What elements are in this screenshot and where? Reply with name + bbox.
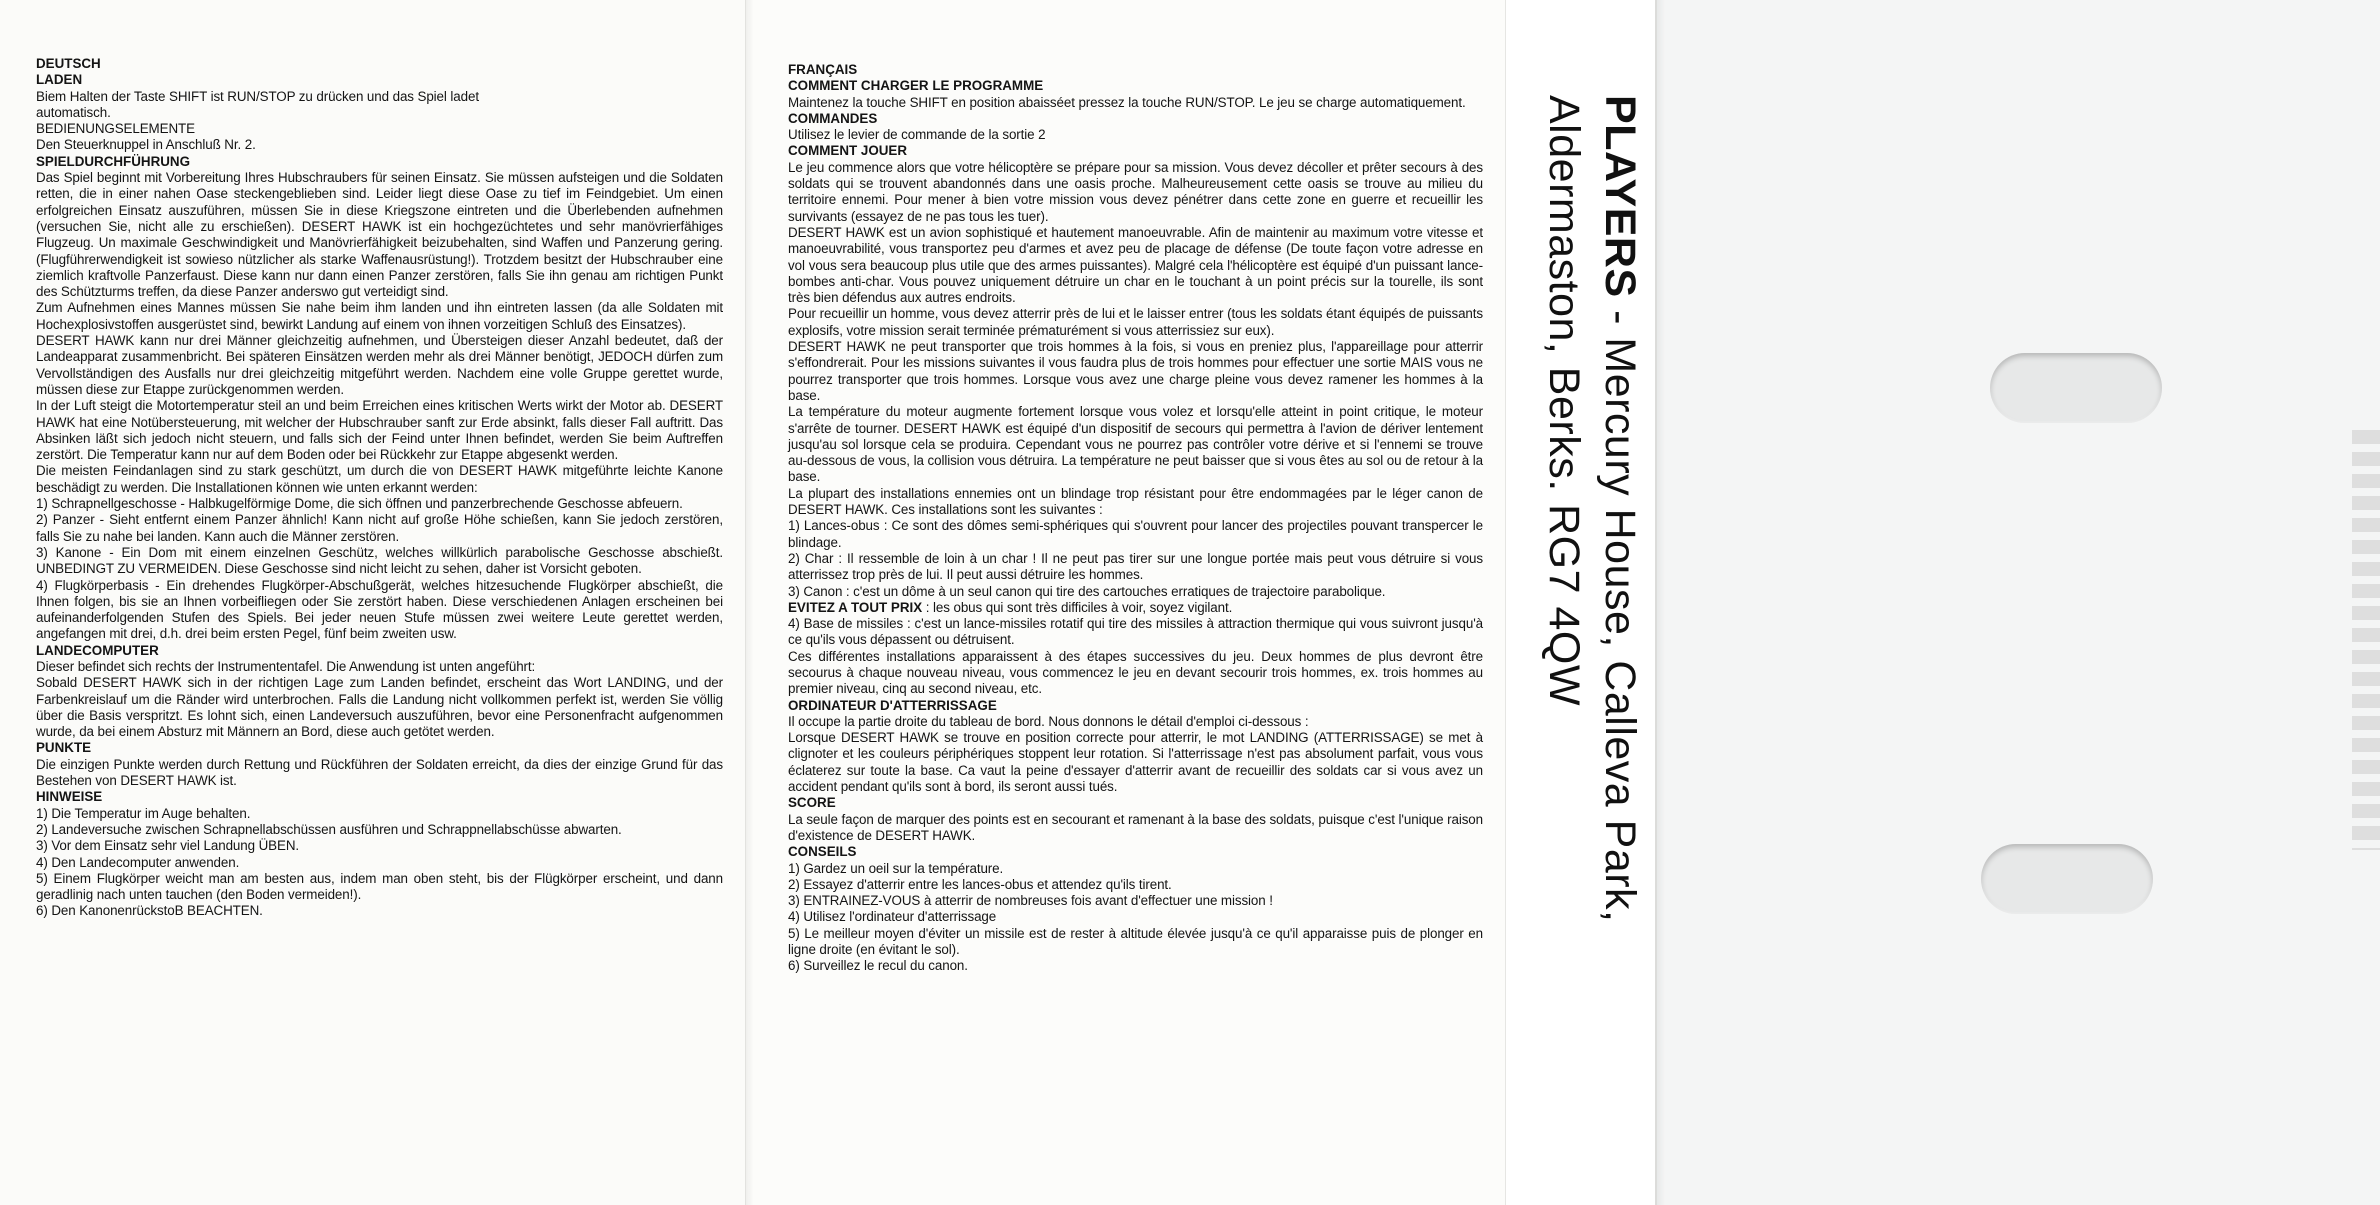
french-installation-item: 4) Base de missiles : c'est un lance-missiles rotatif qui tire des missiles à attraction thermique qui vous suivront jusqu'à ce qu'ils vous dépassent ou détruisent. <box>788 616 1483 648</box>
french-tip-item: 5) Le meilleur moyen d'éviter un missile est de rester à altitude élevée jusqu'à ce qu'il apparaisse puis de plonger en ligne droite (en évitant le sol). <box>788 925 1483 958</box>
german-hints-heading: HINWEISE <box>36 789 103 805</box>
german-points-heading: PUNKTE <box>36 740 92 756</box>
inlay-flap <box>1655 0 2380 1205</box>
french-landing-paragraph: Il occupe la partie droite du tableau de bord. Nous donnons le détail d'emploi ci-dessous : <box>788 713 1309 729</box>
french-play-heading: COMMENT JOUER <box>788 143 908 159</box>
german-points-text: Die einzigen Punkte werden durch Rettung und Rückführen der Soldaten erreicht, da dies der einzige Grund für das Bestehen von DESERT HAWK ist. <box>36 756 723 789</box>
french-controls-text: Utilisez le levier de commande de la sortie 2 <box>788 127 1046 143</box>
french-tip-item: 6) Surveillez le recul du canon. <box>788 958 968 974</box>
publisher-line-1 <box>1592 95 1648 923</box>
german-landing-paragraph: Dieser befindet sich rechts der Instrumententafel. Die Anwendung ist unten angeführt: <box>36 658 536 674</box>
french-play-paragraph: Le jeu commence alors que votre hélicoptère se prépare pour sa mission. Vous devez décoller et prêter secours à des soldats qui se trouvent abandonnés dans une oasis proche. Malheureusement cette oasis se trouve au milieu du territoire ennemi. Pour mener à bien votre mission vous devez pénétrer dans cette zone en guerre et recueillir les survivants (essayez de ne pas tous les tuer). <box>788 159 1483 224</box>
french-play-paragraph: La plupart des installations ennemies ont un blindage trop résistant pour être endommagées par le léger canon de DESERT HAWK. Ces installations sont les suivantes : <box>788 485 1483 518</box>
german-landing-heading: LANDECOMPUTER <box>36 642 159 658</box>
french-text-column <box>788 62 1483 975</box>
french-score-text: La seule façon de marquer des points est en secourant et ramenant à la base des soldats, puisque c'est l'unique raison d'existence de DESERT HAWK. <box>788 811 1483 843</box>
german-controls-heading: BEDIENUNGSELEMENTE <box>36 121 195 137</box>
german-installation-item: 1) Schrapnellgeschosse - Halbkugelförmige Dome, die sich öffnen und panzerbrechende Geschosse abfeuern. <box>36 496 683 512</box>
french-installation-item: 3) Canon : c'est un dôme à un seul canon qui tire des cartouches erratiques de trajectoire parabolique. <box>788 583 1386 599</box>
french-landing-heading: ORDINATEUR D'ATTERRISSAGE <box>788 697 997 713</box>
german-installation-item: 3) Kanone - Ein Dom mit einem einzelnen Geschütz, welches willkürlich parabolische Geschosse abschießt. UNBEDINGT ZU VERMEIDEN. Diese Geschosse sind nicht leicht zu sehen, daher ist Vorsicht geboten. <box>36 544 723 577</box>
french-tip-item: 1) Gardez un oeil sur la température. <box>788 860 1004 876</box>
french-landing-paragraph: Lorsque DESERT HAWK se trouve en position correcte pour atterrir, le mot LANDING (ATTERRISSAGE) se met à clignoter et les couleurs périphériques stoppent leur rotation. Si l'atterrissage n'est pas absolument parfait, vous vous éclaterez sur toute la base. Ca vaut la peine d'essayer d'atterrir avant de recueillir des soldats car si vous avez un accident pendant qu'ils sont à bord, ils seront aussi tués. <box>788 730 1483 795</box>
french-load-heading: COMMENT CHARGER LE PROGRAMME <box>788 78 1044 94</box>
german-gameplay-paragraph: Die meisten Feindanlagen sind zu stark geschützt, um durch die von DESERT HAWK mitgeführte leichte Kanone beschädigt zu werden. Die Installationen können wie unten erkannt werden: <box>36 463 723 495</box>
french-tip-item: 4) Utilisez l'ordinateur d'atterrissage <box>788 909 997 925</box>
german-hint-item: 3) Vor dem Einsatz sehr viel Landung ÜBEN. <box>36 838 300 854</box>
german-hint-item: 4) Den Landecomputer anwenden. <box>36 854 240 870</box>
french-play-paragraph: La température du moteur augmente fortement lorsque vous volez et lorsqu'elle atteint in point critique, le moteur s'arrête de tourner. DESERT HAWK est équipé d'un dispositif de secours qui permettra à l'avion de dériver lentement jusqu'au sol lorsque cela se produira. Cependant vous ne pourrez pas contrôler votre dérive et si l'ennemi se trouve au-dessous de vous, la collision vous détruira. La température ne peut baisser que si vous êtes au sol ou de retour à la base. <box>788 404 1483 485</box>
french-play-paragraph: DESERT HAWK ne peut transporter que trois hommes à la fois, si vous en preniez plus, l'appareillage pour atterrir s'effondrerait. Pour les missions suivantes il vous faudra plus de trois hommes pour effectuer une sortie MAIS vous ne pourrez transporter que trois hommes. Lorsque vous avez une charge pleine vous devez ramener les hommes à la base. <box>788 339 1483 403</box>
faded-barcode-strip <box>2352 430 2380 850</box>
publisher-address <box>1536 95 1648 923</box>
german-hint-item: 1) Die Temperatur im Auge behalten. <box>36 805 251 821</box>
publisher-address-line-2: Aldermaston, Berks. RG7 4QW <box>1540 95 1588 706</box>
french-score-heading: SCORE <box>788 795 836 811</box>
french-play-paragraph: DESERT HAWK est un avion sophistiqué et hautement manoeuvrable. Afin de maintenir au maximum votre vitesse et manoeuvrabilité, vous transportez peu d'armes et avez peu de placage de défense (De toute façon votre adresse en vol vous sera beaucoup plus utile que des armes puissantes). Malgré cela l'hélicoptère est équipé d'un puissant lance-bombes anti-char. Vous pouvez uniquement détruire un char en le touchant à un point précis sur la tourelle, ils sont très bien défendus aux autres endroits. <box>788 224 1483 306</box>
german-gameplay-paragraph: Das Spiel beginnt mit Vorbereitung Ihres Hubschraubers für seinen Einsatz. Sie müssen aufsteigen und die Soldaten retten, die in einer nahen Oase steckengeblieben sind. Leider liegt diese Oase zu tief im Feindgebiet. Um einen erfolgreichen Einsatz auszuführen, müssen Sie in diese Kriegszone eintreten und die Überlebenden aufnehmen (versuchen Sie, nicht alle zu erschießen). DESERT HAWK ist ein hochgezüchtetes und sehr manövrierfähiges Flugzeug. Un maximale Geschwindigkeit und Manövrierfähigkeit beizubehalten, sind Waffen und Panzerung gering. (Flugführerwendigkeit ist sowieso nützlicher als starke Waffenausrüstung!). Trotzdem besitzt der Hubschrauber eine ziemlich kraftvolle Panzerfaust. Diese kann nur dann einen Panzer zerstören, falls Sie ihn genau am richtigen Punkt des Schützturms treffen, da diese Panzer anderswo gut verteidigt sind. <box>36 170 723 300</box>
german-hint-item: 2) Landeversuche zwischen Schrapnellabschüssen ausführen und Schrappnellabschüsse abwarten. <box>36 821 622 837</box>
german-title: DEUTSCH <box>36 56 101 71</box>
german-instructions-panel <box>0 0 745 1205</box>
punched-slot-lower <box>1981 844 2153 914</box>
french-avoid-text: : les obus qui sont très difficiles à voir, soyez vigilant. <box>922 599 1233 615</box>
german-gameplay-heading: SPIELDURCHFÜHRUNG <box>36 153 190 169</box>
german-installation-item: 4) Flugkörperbasis - Ein drehendes Flugkörper-Abschußgerät, welches hitzesuchende Flugkörper abschießt, die Ihnen folgen, bis sie an Ihnen vorbeifliegen oder Sie zerstört haben. Diese verschiedenen Anlagen erscheinen bei aufeinanderfolgenden Stufen des Spiels. Bei jeder neuen Stufe müssen zwei weitere Leute gerettet werden, angefangen mit drei, d.h. drei beim ersten Pegel, fünf beim zweiten usw. <box>36 577 723 642</box>
french-installation-item: 2) Char : Il ressemble de loin à un char ! Il ne peut pas tirer sur une longue portée mais peut vous détruire si vous atterrissez trop près de lui. Il peut aussi détruire les hommes. <box>788 550 1483 583</box>
german-hint-item: 6) Den KanonenrückstoB BEACHTEN. <box>36 903 263 919</box>
german-hint-item: 5) Einem Flugkörper weicht man am besten aus, indem man oben steht, bis der Flügkörper erscheint, und dann geradlinig nach unten tauchen (den Boden vermeiden!). <box>36 870 723 903</box>
german-load-heading: LADEN <box>36 72 83 88</box>
french-title: FRANÇAIS <box>788 62 858 77</box>
german-gameplay-paragraph: Zum Aufnehmen eines Mannes müssen Sie nahe beim ihm landen und ihn eintreten lassen (da alle Soldaten mit Hochexplosivstoffen ausgerüstet sind, bewirkt Landung auf einem von ihnen vorzeitigen Schluß des Einsatzes). <box>36 300 723 332</box>
fold-shadow <box>1657 0 1665 1205</box>
publisher-address-line-1: - Mercury House, Calleva Park, <box>1596 297 1644 923</box>
publisher-brand: PLAYERS <box>1596 95 1644 298</box>
french-load-text: Maintenez la touche SHIFT en position abaisséet pressez la touche RUN/STOP. Le jeu se charge automatiquement. <box>788 94 1466 110</box>
french-installation-item: 1) Lances-obus : Ce sont des dômes semi-sphériques qui s'ouvrent pour lancer des projectiles pouvant transpercer le blindage. <box>788 518 1483 550</box>
punched-slot-upper <box>1990 353 2162 423</box>
french-tip-item: 3) ENTRAINEZ-VOUS à atterrir de nombreuses fois avant d'effectuer une mission ! <box>788 893 1273 909</box>
french-avoid-heading: EVITEZ A TOUT PRIX <box>788 599 923 615</box>
french-tips-heading: CONSEILS <box>788 844 857 860</box>
german-gameplay-paragraph: In der Luft steigt die Motortemperatur steil an und beim Erreichen eines kritischen Werts wirkt der Motor ab. DESERT HAWK hat eine Notübersteuerung, mit welcher der Hubschrauber sanft zur Erde absinkt, falls dieser Fall auftritt. Das Absinken läßt sich jedoch nicht steuern, und falls sich der Feind unter Ihnen befindet, werden Sie beim Auftreffen zerstört. Die Temperatur kann nur auf dem Boden oder bei Rückkehr zur Etappe abgesenkt werden. <box>36 398 723 463</box>
french-avoid-line <box>788 600 1483 616</box>
french-tip-item: 2) Essayez d'atterrir entre les lances-obus et attendez qu'ils tirent. <box>788 876 1172 892</box>
german-controls-text: Den Steuerknuppel in Anschluß Nr. 2. <box>36 137 256 153</box>
german-text-column <box>36 56 723 920</box>
german-gameplay-paragraph: DESERT HAWK kann nur drei Männer gleichzeitig aufnehmen, und Übersteigen dieser Anzahl bedeutet, daß der Landeapparat zusammenbricht. Bei späteren Einsätzen werden mehr als drei Männer benötigt, JEDOCH dürfen zum Vervollständigen des Ausfalls nur drei gleichzeitig mitgeführt werden. Nachdem eine volle Gruppe gerettet wurde, müssen diese zur Etappe zurückgenommen werden. <box>36 333 723 397</box>
french-play-paragraph: Pour recueillir un homme, vous devez atterrir près de lui et le laisser entrer (tous les soldats étant équipés de puissants explosifs, votre mission serait terminée prématurément si vous atterrissiez sur eux). <box>788 306 1483 338</box>
german-load-text: Biem Halten der Taste SHIFT ist RUN/STOP zu drücken und das Spiel ladet automatisch. <box>36 88 479 120</box>
fold-shadow <box>746 0 754 1205</box>
french-controls-heading: COMMANDES <box>788 110 878 126</box>
french-avoid-paragraph: Ces différentes installations apparaissent à des étapes successives du jeu. Deux hommes de plus devront être secourus à chaque nouveau niveau, vous commencez le jeu en devant secourir trois hommes, ex. trois hommes au premier niveau, cinq au second niveau, etc. <box>788 648 1483 697</box>
german-landing-paragraph: Sobald DESERT HAWK sich in der richtigen Lage zum Landen befindet, erscheint das Wort LANDING, und der Farbenkreislauf um die Ränder wird unterbrochen. Falls die Landung nicht vollkommen perfekt ist, werden Sie völlig über die Basis verspritzt. Es lohnt sich, einen Landeversuch auszuführen, bevor eine Personenfracht aufgenommen wurde, da bei einem Absturz mit Männern an Bord, diese auch getötet werden. <box>36 675 723 740</box>
german-installation-item: 2) Panzer - Sieht entfernt einem Panzer ähnlich! Kann nicht auf große Höhe schießen, kann Sie jedoch zerstören, falls Sie zu nahe bei landen. Kann auch die Männer zerstören. <box>36 512 723 544</box>
french-instructions-panel <box>745 0 1505 1205</box>
